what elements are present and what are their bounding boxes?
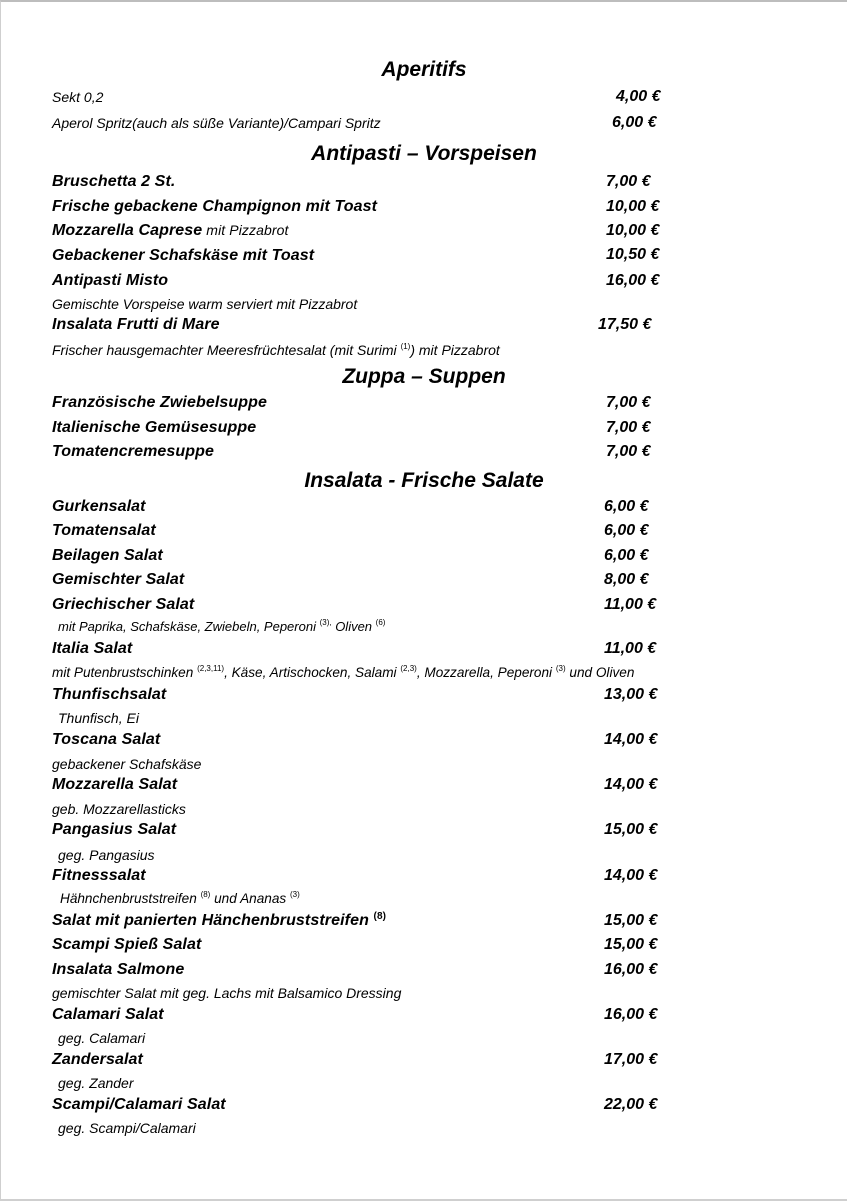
item-price: 16,00 € <box>604 961 658 978</box>
item-price: 10,00 € <box>606 198 660 215</box>
item-description: Thunfisch, Ei <box>58 710 139 726</box>
allergen-note: (3) <box>555 664 566 673</box>
item-name: Fitnesssalat <box>52 867 146 884</box>
item-name: Griechischer Salat <box>52 596 195 613</box>
item-price: 17,00 € <box>604 1051 658 1068</box>
item-description <box>60 891 300 906</box>
item-price: 14,00 € <box>604 731 658 748</box>
item-name: Thunfischsalat <box>52 686 167 703</box>
item-price: 6,00 € <box>604 522 649 539</box>
item-price: 16,00 € <box>606 272 660 289</box>
desc-text: Oliven <box>331 619 376 634</box>
item-price: 14,00 € <box>604 867 658 884</box>
desc-text: , Käse, Artischocken, Salami <box>224 665 401 680</box>
item-name-main: Salat mit panierten Hänchenbruststreifen <box>52 912 374 929</box>
desc-text: Hähnchenbruststreifen <box>60 891 201 906</box>
item-name: Mozzarella Salat <box>52 776 178 793</box>
allergen-note: (6) <box>375 618 386 627</box>
item-name: Französische Zwiebelsuppe <box>52 394 267 411</box>
item-name: Aperol Spritz(auch als süße Variante)/Campari Spritz <box>52 115 381 131</box>
item-name: Tomatensalat <box>52 522 156 539</box>
item-price: 8,00 € <box>604 571 649 588</box>
section-title-rest: – Vorspeisen <box>401 142 537 165</box>
item-name: Pangasius Salat <box>52 821 177 838</box>
item-name <box>52 912 386 930</box>
allergen-note: (8) <box>200 890 211 899</box>
item-price: 13,00 € <box>604 686 658 703</box>
item-name: Scampi Spieß Salat <box>52 936 202 953</box>
item-price: 14,00 € <box>604 776 658 793</box>
section-title-main: Antipasti <box>311 142 402 165</box>
item-price: 22,00 € <box>604 1096 658 1113</box>
item-price: 15,00 € <box>604 821 658 838</box>
allergen-note: (3), <box>319 618 332 627</box>
item-price: 6,00 € <box>604 547 649 564</box>
desc-text: mit Putenbrustschinken <box>52 665 198 680</box>
item-price: 15,00 € <box>604 912 658 929</box>
item-name-main: Mozzarella Caprese <box>52 222 203 239</box>
item-description: gebackener Schafskäse <box>52 756 202 772</box>
item-name: Sekt 0,2 <box>52 89 104 105</box>
item-description <box>52 665 634 680</box>
allergen-note: (2,3) <box>400 664 417 673</box>
desc-text: Frischer hausgemachter Meeresfrüchtesalat (mit Surimi <box>52 342 401 358</box>
item-name: Insalata Frutti di Mare <box>52 316 220 333</box>
item-price: 7,00 € <box>606 419 651 436</box>
item-price: 16,00 € <box>604 1006 658 1023</box>
allergen-note: (2,3,11) <box>197 664 225 673</box>
item-name: Scampi/Calamari Salat <box>52 1096 226 1113</box>
item-name: Insalata Salmone <box>52 961 185 978</box>
allergen-note: (1) <box>400 342 411 351</box>
item-description: geg. Pangasius <box>58 847 155 863</box>
item-suffix: mit Pizzabrot <box>202 222 289 238</box>
item-name: Gemischter Salat <box>52 571 185 588</box>
item-description: geg. Zander <box>58 1075 134 1091</box>
item-price: 17,50 € <box>598 316 652 333</box>
item-price: 6,00 € <box>604 498 649 515</box>
item-description: gemischter Salat mit geg. Lachs mit Balsamico Dressing <box>52 985 402 1001</box>
allergen-note: (3) <box>289 890 300 899</box>
item-name: Italienische Gemüsesuppe <box>52 419 257 436</box>
item-price: 10,50 € <box>606 246 660 263</box>
item-name: Toscana Salat <box>52 731 161 748</box>
item-description: geb. Mozzarellasticks <box>52 801 186 817</box>
item-description: geg. Scampi/Calamari <box>58 1120 196 1136</box>
section-title-antipasti <box>0 142 848 166</box>
item-name: Frische gebackene Champignon mit Toast <box>52 198 378 215</box>
desc-text: ) mit Pizzabrot <box>410 342 500 358</box>
section-title-zuppa: Zuppa – Suppen <box>342 365 506 388</box>
section-title-aperitifs: Aperitifs <box>381 58 467 81</box>
desc-text: , Mozzarella, Peperoni <box>416 665 556 680</box>
item-description: Gemischte Vorspeise warm serviert mit Pizzabrot <box>52 296 358 312</box>
desc-text: und Oliven <box>565 665 635 680</box>
item-price: 7,00 € <box>606 443 651 460</box>
section-title-insalata: Insalata - Frische Salate <box>304 469 544 492</box>
item-price: 7,00 € <box>606 173 651 190</box>
item-price: 7,00 € <box>606 394 651 411</box>
item-name: Beilagen Salat <box>52 547 163 564</box>
item-description <box>52 342 500 358</box>
item-name <box>52 222 289 240</box>
allergen-note: (8) <box>373 911 387 922</box>
item-description <box>58 619 385 634</box>
desc-text: mit Paprika, Schafskäse, Zwiebeln, Peperoni <box>58 619 320 634</box>
item-description: geg. Calamari <box>58 1030 146 1046</box>
desc-text: und Ananas <box>210 891 290 906</box>
item-name: Italia Salat <box>52 640 133 657</box>
item-price: 10,00 € <box>606 222 660 239</box>
item-name: Antipasti Misto <box>52 272 169 289</box>
item-price: 6,00 € <box>612 114 657 131</box>
item-name: Tomatencremesuppe <box>52 443 215 460</box>
item-name: Gurkensalat <box>52 498 146 515</box>
item-name: Zandersalat <box>52 1051 143 1068</box>
item-price: 11,00 € <box>604 596 657 613</box>
item-name: Calamari Salat <box>52 1006 164 1023</box>
item-name: Gebackener Schafskäse mit Toast <box>52 247 315 264</box>
item-price: 11,00 € <box>604 640 657 657</box>
item-name: Bruschetta 2 St. <box>52 173 176 190</box>
item-price: 4,00 € <box>616 88 661 105</box>
item-price: 15,00 € <box>604 936 658 953</box>
